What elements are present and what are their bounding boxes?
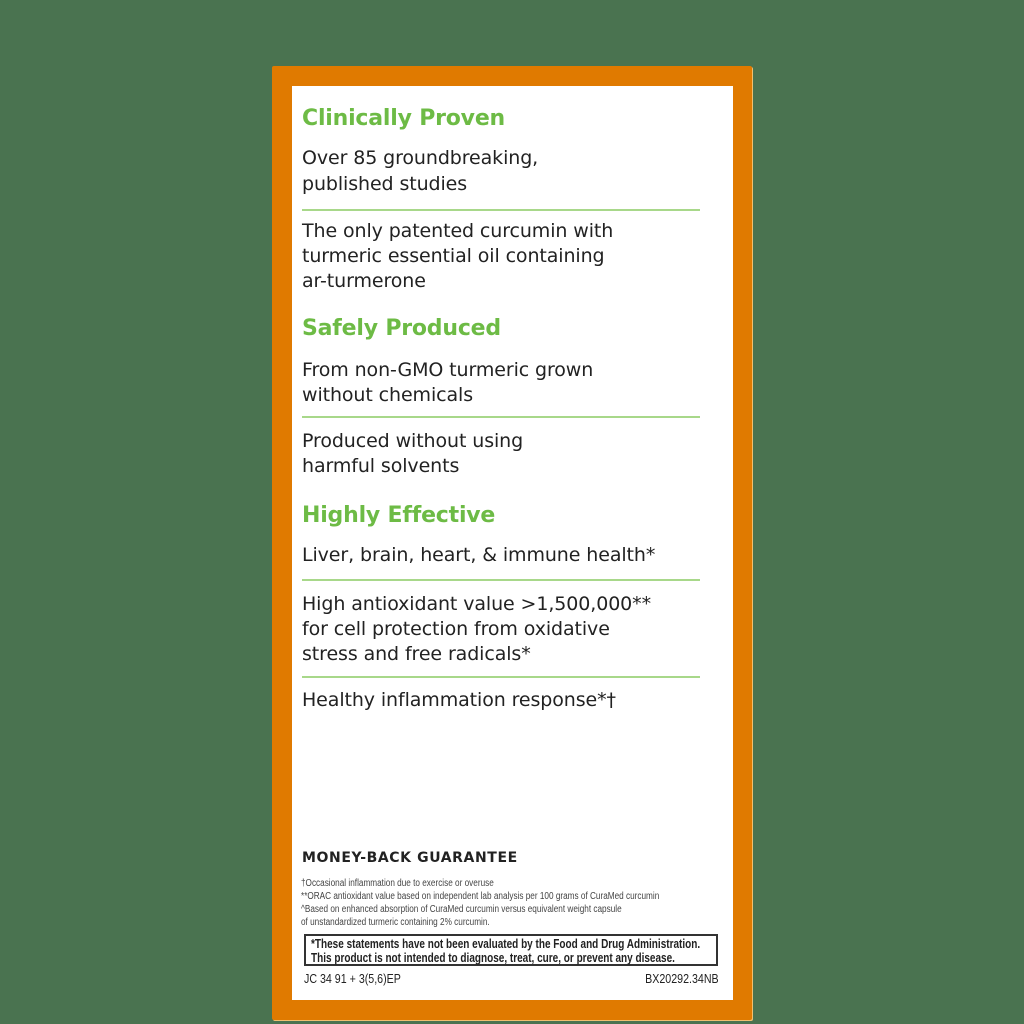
benefit-text: for cell protection from oxidative [302,618,610,640]
fda-disclaimer-line: This product is not intended to diagnose, treat, cure, or prevent any disease. [311,951,675,965]
footnote: †Occasional inflammation due to exercise or overuse [301,878,494,889]
benefit-text: From non-GMO turmeric grown [302,359,594,381]
benefit-text: ar-turmerone [302,270,426,292]
benefit-text: turmeric essential oil containing [302,245,605,267]
money-back-guarantee: MONEY-BACK GUARANTEE [302,850,518,866]
benefit-text: published studies [302,173,468,195]
divider [302,209,700,211]
benefit-text: Liver, brain, heart, & immune health* [302,544,656,566]
heading-highly-effective: Highly Effective [302,503,496,528]
fda-disclaimer-line: *These statements have not been evaluated by the Food and Drug Administration. [311,937,701,951]
label-panel [272,66,752,1020]
benefit-text: harmful solvents [302,455,460,477]
heading-safely-produced: Safely Produced [302,316,501,341]
benefit-text: Healthy inflammation response*† [302,689,616,711]
footnote: of unstandardized turmeric containing 2% curcumin. [301,917,490,928]
benefit-text: The only patented curcumin with [302,220,614,242]
heading-clinically-proven: Clinically Proven [302,106,506,131]
benefit-text: Produced without using [302,430,524,452]
divider [302,579,700,581]
footnote: ^Based on enhanced absorption of CuraMed curcumin versus equivalent weight capsule [301,904,622,915]
product-code: BX20292.34NB [645,971,719,986]
lot-code: JC 34 91 + 3(5,6)EP [304,971,401,986]
footnote: **ORAC antioxidant value based on independent lab analysis per 100 grams of CuraMed curcumin [301,891,660,902]
fda-disclaimer-box [304,934,718,966]
benefit-text: High antioxidant value >1,500,000** [302,593,651,615]
divider [302,416,700,418]
benefit-text: without chemicals [302,384,473,406]
label-card [292,86,733,1000]
divider [302,676,700,678]
benefit-text: Over 85 groundbreaking, [302,147,539,169]
benefit-text: stress and free radicals* [302,643,531,665]
